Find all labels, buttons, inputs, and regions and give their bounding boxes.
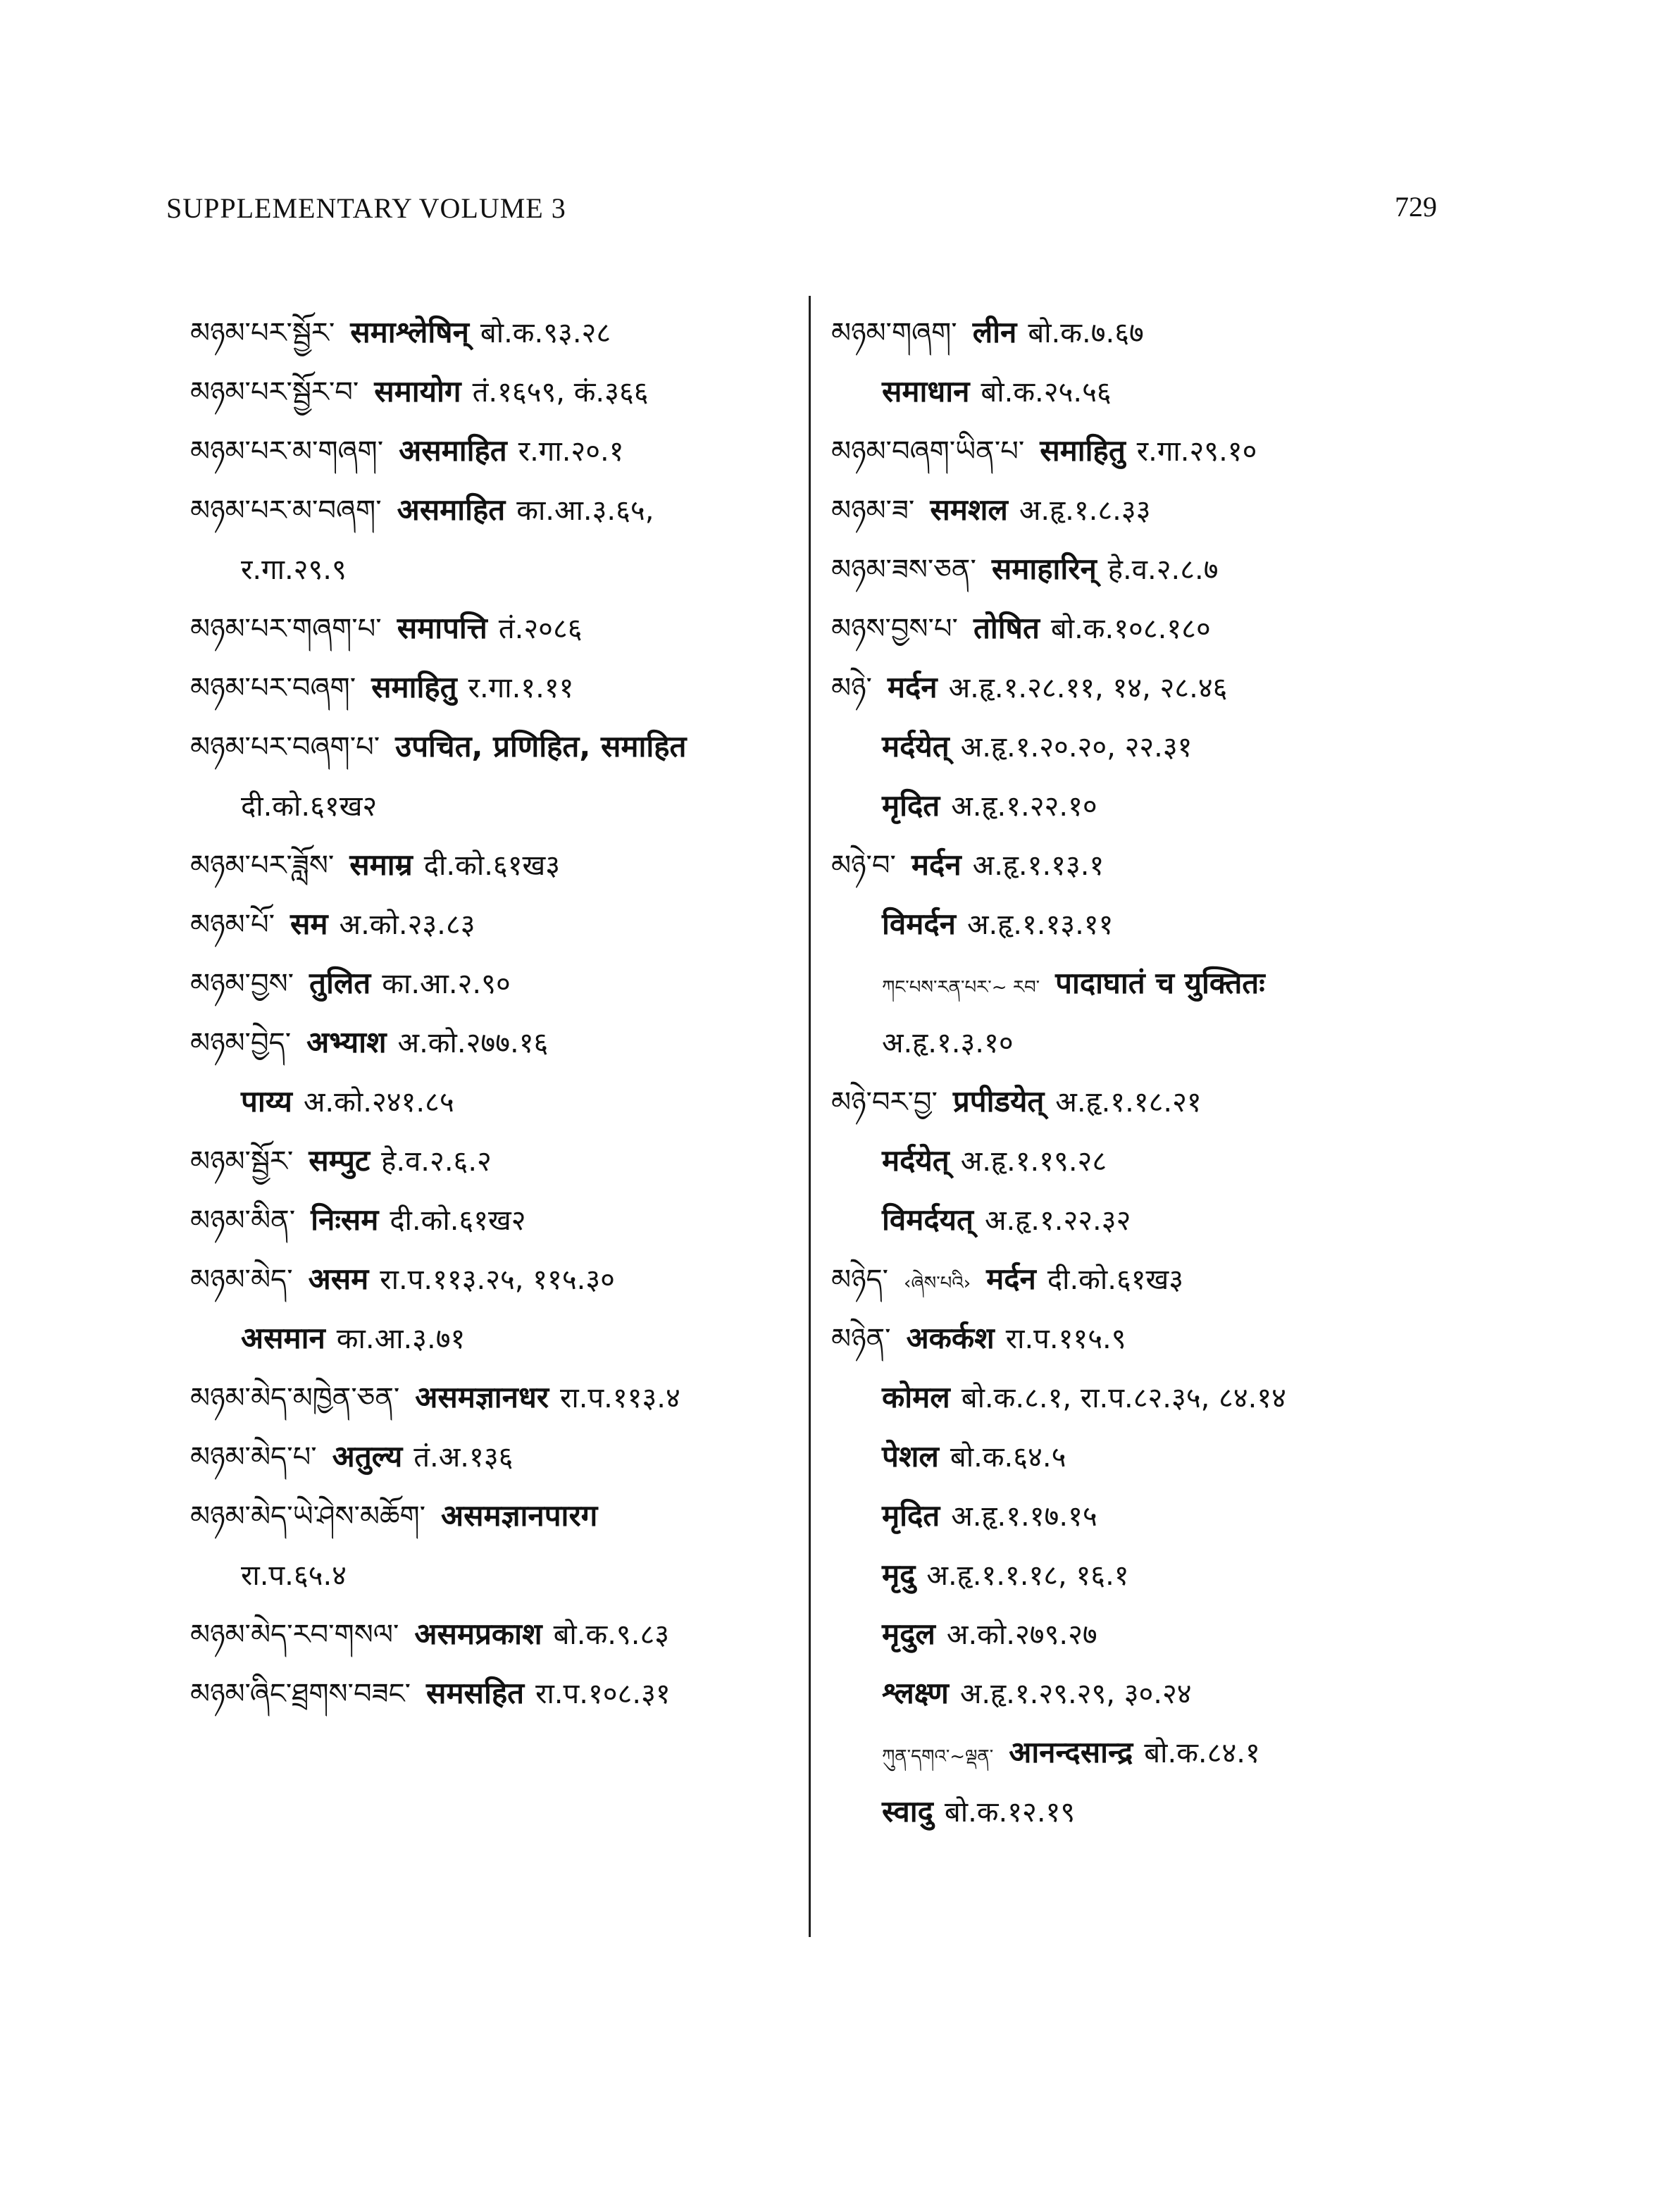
dictionary-entry bbox=[831, 895, 1437, 954]
dictionary-entry bbox=[831, 1723, 1437, 1782]
dictionary-entry bbox=[190, 1486, 803, 1545]
dictionary-entry bbox=[831, 599, 1437, 658]
dictionary-entry bbox=[831, 480, 1437, 540]
dictionary-entry bbox=[831, 1250, 1437, 1309]
sanskrit-equivalent: कोमल bbox=[882, 1380, 950, 1414]
tibetan-headword: མཉེ་བར་བྱ་ bbox=[831, 1086, 938, 1119]
sanskrit-equivalent: पादाघातं च युक्तितः bbox=[1055, 966, 1265, 1000]
source-reference: बो.क.२५.५६ bbox=[981, 376, 1112, 409]
sanskrit-equivalent: आनन्दसान्द्र bbox=[1009, 1735, 1133, 1769]
tibetan-headword: མཉམ་མེད་པ་ bbox=[190, 1441, 317, 1474]
source-reference: दी.को.६१ख२ bbox=[241, 790, 378, 823]
dictionary-entry bbox=[831, 1131, 1437, 1190]
source-reference: अ.हृ.१.२२.१० bbox=[951, 790, 1097, 823]
source-reference: अ.को.२३.८३ bbox=[339, 909, 475, 941]
sanskrit-equivalent: समायोग bbox=[374, 374, 461, 409]
source-reference: अ.हृ.१.३.१० bbox=[882, 1027, 1014, 1059]
sanskrit-equivalent: असमाहित bbox=[399, 433, 507, 468]
tibetan-headword: མཉམ་བྱེད་ bbox=[190, 1027, 292, 1059]
running-header: SUPPLEMENTARY VOLUME 3 bbox=[166, 192, 566, 224]
sanskrit-equivalent: समाहारिन् bbox=[991, 552, 1097, 586]
dictionary-entry bbox=[831, 1013, 1437, 1072]
source-reference: अ.हृ.१.८.३३ bbox=[1019, 494, 1151, 527]
dictionary-entry bbox=[190, 480, 803, 540]
sanskrit-equivalent: असमप्रकाश bbox=[414, 1617, 542, 1651]
sanskrit-equivalent: असमज्ञानधर bbox=[415, 1380, 549, 1414]
source-reference: बो.क.९३.२८ bbox=[480, 317, 611, 349]
source-reference: अ.हृ.१.१९.२८ bbox=[960, 1145, 1107, 1178]
dictionary-entry bbox=[831, 776, 1437, 835]
tibetan-headword: མཉམ་པར་སྦྱོར་བ་ bbox=[190, 376, 359, 409]
sanskrit-equivalent: समाम्र bbox=[349, 847, 413, 882]
sanskrit-equivalent: मृदुल bbox=[882, 1617, 935, 1651]
dictionary-entry bbox=[190, 835, 803, 895]
source-reference: बो.क.६४.५ bbox=[950, 1441, 1066, 1474]
sanskrit-equivalent: मर्दन bbox=[887, 670, 938, 704]
dictionary-entry bbox=[831, 1190, 1437, 1250]
sanskrit-equivalent: मृदित bbox=[882, 1498, 940, 1533]
dictionary-entry bbox=[831, 954, 1437, 1013]
sanskrit-equivalent: समाधान bbox=[882, 374, 970, 409]
source-reference: अ.हृ.१.२०.२०, २२.३१ bbox=[960, 731, 1193, 764]
dictionary-entry bbox=[831, 658, 1437, 717]
source-reference: र.गा.१.११ bbox=[468, 672, 574, 704]
tibetan-headword: མཉམ་ཟ་ bbox=[831, 494, 915, 527]
dictionary-entry bbox=[190, 1309, 803, 1368]
dictionary-entry bbox=[190, 1131, 803, 1190]
sanskrit-equivalent: समाहितु bbox=[371, 670, 457, 704]
source-reference: र.गा.२९.१० bbox=[1136, 435, 1257, 468]
sanskrit-equivalent: सम्पुट bbox=[309, 1143, 371, 1178]
dictionary-entry bbox=[831, 1072, 1437, 1131]
dictionary-entry bbox=[190, 1664, 803, 1723]
sanskrit-equivalent: निःसम bbox=[311, 1202, 379, 1237]
source-reference: बो.क.१२.१९ bbox=[944, 1796, 1076, 1829]
source-reference: बो.क.९.८३ bbox=[553, 1619, 670, 1651]
tibetan-headword: མཉམ་གཞག་ bbox=[831, 317, 957, 349]
source-reference: अ.को.२७९.२७ bbox=[946, 1619, 1097, 1651]
tibetan-headword: མཉས་བྱས་པ་ bbox=[831, 613, 958, 645]
dictionary-entry bbox=[831, 1782, 1437, 1841]
sanskrit-equivalent: प्रपीडयेत् bbox=[952, 1084, 1045, 1119]
tibetan-headword: མཉེད་ bbox=[831, 1264, 889, 1296]
source-reference: बो.क.७.६७ bbox=[1028, 317, 1144, 349]
source-reference: र.गा.२९.९ bbox=[241, 554, 347, 586]
sanskrit-equivalent: विमर्दयत् bbox=[882, 1202, 973, 1237]
dictionary-entry bbox=[831, 1605, 1437, 1664]
tibetan-phrase: ‹ཞེས་པའི› bbox=[904, 1273, 971, 1294]
tibetan-headword: མཉམ་པར་མ་བཞག་ bbox=[190, 494, 382, 527]
page-number: 729 bbox=[1395, 191, 1437, 223]
tibetan-headword: མཉམ་པར་བཞག་ bbox=[190, 672, 356, 704]
tibetan-headword: མཉམ་མེད་རབ་གསལ་ bbox=[190, 1619, 399, 1651]
dictionary-entry bbox=[190, 717, 803, 776]
dictionary-entry bbox=[190, 1250, 803, 1309]
sanskrit-equivalent: लीन bbox=[972, 315, 1017, 349]
source-reference: दी.को.६१ख२ bbox=[390, 1204, 526, 1237]
source-reference: अ.हृ.१.१.१८, १६.१ bbox=[926, 1559, 1129, 1592]
dictionary-entry bbox=[190, 776, 803, 835]
tibetan-headword: མཉམ་པར་ཟློས་ bbox=[190, 849, 335, 882]
sanskrit-equivalent: अतुल्य bbox=[332, 1439, 403, 1474]
column-divider bbox=[809, 296, 811, 1937]
tibetan-headword: མཉམ་མེད་ bbox=[190, 1264, 293, 1296]
source-reference: अ.हृ.१.२८.११, १४, २८.४६ bbox=[948, 672, 1228, 704]
sanskrit-equivalent: असमान bbox=[241, 1321, 325, 1355]
source-reference: तं.अ.१३६ bbox=[413, 1441, 514, 1474]
sanskrit-equivalent: समसहित bbox=[426, 1676, 525, 1710]
tibetan-headword: མཉེ་ bbox=[831, 672, 872, 704]
right-column bbox=[831, 303, 1437, 1841]
dictionary-entry bbox=[190, 1013, 803, 1072]
source-reference: अ.को.२७७.१६ bbox=[397, 1027, 549, 1059]
tibetan-headword: མཉེན་ bbox=[831, 1323, 891, 1355]
sanskrit-equivalent: मर्दयेत् bbox=[882, 729, 950, 764]
source-reference: अ.हृ.१.१३.१ bbox=[972, 849, 1105, 882]
source-reference: रा.प.११३.४ bbox=[560, 1382, 680, 1414]
dictionary-entry bbox=[190, 1368, 803, 1427]
sanskrit-equivalent: मर्दन bbox=[911, 847, 962, 882]
source-reference: बो.क.१०८.१८० bbox=[1050, 613, 1211, 645]
sanskrit-equivalent: श्लक्ष्ण bbox=[882, 1676, 949, 1710]
source-reference: अ.हृ.१.१३.११ bbox=[966, 909, 1114, 941]
dictionary-entry bbox=[190, 895, 803, 954]
sanskrit-equivalent: मृदित bbox=[882, 788, 940, 823]
sanskrit-equivalent: समशल bbox=[930, 492, 1008, 527]
source-reference: रा.प.११५.९ bbox=[1005, 1323, 1126, 1355]
sanskrit-equivalent: उपचित, प्रणिहित, समाहित bbox=[395, 729, 687, 764]
source-reference: तं.१६५९, कं.३६६ bbox=[472, 376, 649, 409]
dictionary-entry bbox=[190, 658, 803, 717]
dictionary-entry bbox=[190, 421, 803, 480]
tibetan-headword: མཉམ་པོ་ bbox=[190, 909, 275, 941]
dictionary-entry bbox=[190, 954, 803, 1013]
source-reference: अ.हृ.१.२९.२९, ३०.२४ bbox=[959, 1678, 1192, 1710]
source-reference: बो.क.८.१, रा.प.८२.३५, ८४.१४ bbox=[961, 1382, 1286, 1414]
source-reference: का.आ.२.९० bbox=[382, 968, 511, 1000]
sanskrit-equivalent: असमज्ञानपारग bbox=[441, 1498, 598, 1533]
source-reference: दी.को.६१ख३ bbox=[423, 849, 561, 882]
tibetan-headword: མཉམ་པར་གཞག་པ་ bbox=[190, 613, 382, 645]
source-reference: रा.प.११३.२५, ११५.३० bbox=[380, 1264, 615, 1296]
dictionary-entry bbox=[190, 599, 803, 658]
source-reference: अ.हृ.१.२२.३२ bbox=[984, 1204, 1131, 1237]
sanskrit-equivalent: समापत्ति bbox=[397, 611, 487, 645]
source-reference: रा.प.१०८.३१ bbox=[535, 1678, 671, 1710]
tibetan-headword: མཉམ་མེད་མཁྱེན་ཅན་ bbox=[190, 1382, 400, 1414]
sanskrit-equivalent: मृदु bbox=[882, 1557, 916, 1592]
dictionary-entry bbox=[831, 362, 1437, 421]
source-reference: अ.को.२४१.८५ bbox=[303, 1086, 454, 1119]
dictionary-entry bbox=[831, 540, 1437, 599]
source-reference: तं.२०८६ bbox=[498, 613, 583, 645]
sanskrit-equivalent: असमाहित bbox=[397, 492, 506, 527]
dictionary-entry bbox=[190, 540, 803, 599]
source-reference: अ.हृ.१.१८.२१ bbox=[1055, 1086, 1202, 1119]
source-reference: का.आ.३.६५, bbox=[516, 494, 654, 527]
sanskrit-equivalent: पाय्य bbox=[241, 1084, 292, 1119]
source-reference: बो.क.८४.१ bbox=[1144, 1737, 1260, 1769]
tibetan-headword: མཉམ་སྦྱོར་ bbox=[190, 1145, 294, 1178]
sanskrit-equivalent: सम bbox=[290, 907, 328, 941]
tibetan-headword: མཉམ་པར་སྦྱོར་ bbox=[190, 317, 335, 349]
dictionary-entry bbox=[190, 1072, 803, 1131]
dictionary-entry bbox=[831, 835, 1437, 895]
dictionary-entry bbox=[831, 717, 1437, 776]
sanskrit-equivalent: समाहितु bbox=[1040, 433, 1126, 468]
left-column bbox=[190, 303, 803, 1723]
tibetan-headword: མཉམ་ཞིང་ཐྲགས་བཟང་ bbox=[190, 1678, 411, 1710]
dictionary-entry bbox=[190, 1605, 803, 1664]
tibetan-headword: མཉམ་བཞག་ཡིན་པ་ bbox=[831, 435, 1025, 468]
tibetan-headword: མཉམ་པར་མ་གཞག་ bbox=[190, 435, 384, 468]
dictionary-entry bbox=[190, 1427, 803, 1486]
source-reference: का.आ.३.७१ bbox=[336, 1323, 466, 1355]
sanskrit-equivalent: समाश्लेषिन् bbox=[350, 315, 469, 349]
dictionary-entry bbox=[190, 362, 803, 421]
dictionary-entry bbox=[831, 421, 1437, 480]
dictionary-entry bbox=[831, 303, 1437, 362]
source-reference: र.गा.२०.१ bbox=[518, 435, 624, 468]
dictionary-entry bbox=[831, 1664, 1437, 1723]
dictionary-entry bbox=[831, 1486, 1437, 1545]
source-reference: अ.हृ.१.१७.१५ bbox=[951, 1500, 1097, 1533]
sanskrit-equivalent: मर्दयेत् bbox=[882, 1143, 950, 1178]
dictionary-entry bbox=[190, 1190, 803, 1250]
source-reference: रा.प.६५.४ bbox=[241, 1559, 347, 1592]
tibetan-phrase: ཀང་པས་རན་པར་~ རབ་ bbox=[882, 977, 1040, 998]
dictionary-entry bbox=[831, 1368, 1437, 1427]
source-reference: हे.व.२.६.२ bbox=[381, 1145, 492, 1178]
tibetan-headword: མཉམ་པར་བཞག་པ་ bbox=[190, 731, 380, 764]
sanskrit-equivalent: तुलित bbox=[309, 966, 371, 1000]
dictionary-entry bbox=[190, 1545, 803, 1605]
sanskrit-equivalent: स्वादु bbox=[882, 1794, 933, 1829]
dictionary-entry bbox=[190, 303, 803, 362]
sanskrit-equivalent: तोषित bbox=[973, 611, 1040, 645]
tibetan-headword: མཉམ་བྱས་ bbox=[190, 968, 294, 1000]
dictionary-entry bbox=[831, 1545, 1437, 1605]
tibetan-headword: མཉམ་མིན་ bbox=[190, 1204, 296, 1237]
source-reference: हे.व.२.८.७ bbox=[1107, 554, 1219, 586]
sanskrit-equivalent: पेशल bbox=[882, 1439, 939, 1474]
sanskrit-equivalent: असम bbox=[308, 1262, 369, 1296]
sanskrit-equivalent: अकर्कश bbox=[906, 1321, 995, 1355]
sanskrit-equivalent: मर्दन bbox=[986, 1262, 1036, 1296]
dictionary-entry bbox=[831, 1309, 1437, 1368]
dictionary-entry bbox=[831, 1427, 1437, 1486]
tibetan-headword: མཉེ་བ་ bbox=[831, 849, 896, 882]
sanskrit-equivalent: अभ्याश bbox=[306, 1025, 387, 1059]
source-reference: दी.को.६१ख३ bbox=[1047, 1264, 1184, 1296]
tibetan-phrase: ཀུན་དགའ་~ལྡན་ bbox=[882, 1746, 994, 1767]
sanskrit-equivalent: विमर्दन bbox=[882, 907, 956, 941]
tibetan-headword: མཉམ་ཟས་ཅན་ bbox=[831, 554, 976, 586]
tibetan-headword: མཉམ་མེད་ཡེ་ཤེས་མཆོག་ bbox=[190, 1500, 425, 1533]
